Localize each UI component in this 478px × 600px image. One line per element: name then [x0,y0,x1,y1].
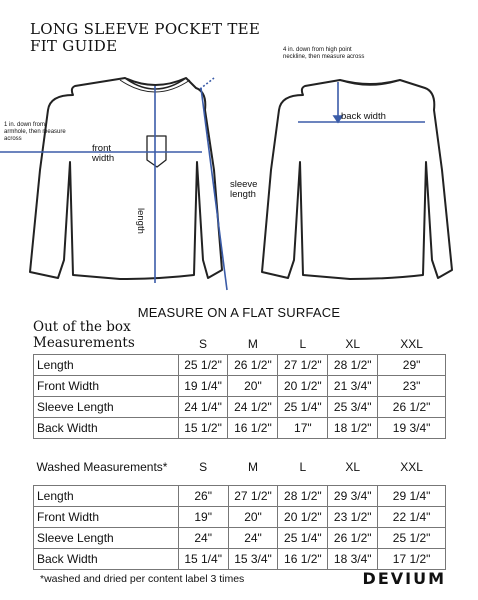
table-cell: 15 1/4" [178,549,228,570]
table-cell: 27 1/2" [278,355,328,376]
table-cell: 24 1/2" [228,397,278,418]
table-cell: 18 1/2" [328,418,378,439]
table-cell: 16 1/2" [278,549,328,570]
table2-title: Washed Measurements* [36,460,168,474]
table-cell: 25 1/2" [178,355,228,376]
table1-title-line1: Out of the box [33,319,131,335]
table1-header-row [34,334,446,355]
size-header: XL [345,460,361,474]
table-cell: 26 1/2" [228,355,278,376]
table-row [34,376,446,397]
title-line1: LONG SLEEVE POCKET TEE [30,20,261,38]
table-cell: 15 1/2" [178,418,228,439]
table-cell: 25 1/4" [278,528,328,549]
size-header: S [199,337,208,351]
armhole-note: 1 in. down from armhole, then measure across [4,122,66,142]
table-cell: 26" [178,486,228,507]
row-label: Back Width [34,418,179,439]
size-header: XXL [400,337,423,351]
size-header: L [299,337,307,351]
table-cell: 28 1/2" [328,355,378,376]
size-header: XL [345,337,361,351]
table-cell: 29 3/4" [328,486,378,507]
table-cell: 18 3/4" [328,549,378,570]
table-washed [33,457,446,570]
table-cell: 23 1/2" [328,507,378,528]
table-cell: 29" [378,355,446,376]
table-cell: 15 3/4" [228,549,278,570]
table-cell: 20" [228,507,278,528]
back-tee-outline [262,80,452,279]
table-cell: 26 1/2" [328,528,378,549]
neckline-note: 4 in. down from high point neckline, then measure across [283,47,365,60]
table-row [34,355,446,376]
table2-header-row [34,457,446,477]
size-header: L [299,460,307,474]
size-header: M [248,460,258,474]
row-label: Length [34,355,179,376]
table-row [34,486,446,507]
title-line2: FIT GUIDE [30,37,118,55]
row-label: Back Width [34,549,179,570]
table-cell: 21 3/4" [328,376,378,397]
table-cell: 19 1/4" [178,376,228,397]
table-cell: 24" [228,528,278,549]
table-out-of-box [33,334,446,439]
table-cell: 20 1/2" [278,507,328,528]
row-label: Sleeve Length [34,528,179,549]
table-cell: 25 1/2" [378,528,446,549]
table-cell: 28 1/2" [278,486,328,507]
front-measure-lines [0,78,227,290]
table-cell: 25 1/4" [278,397,328,418]
sleeve-length-label: sleeve length [230,179,258,200]
table-cell: 26 1/2" [378,397,446,418]
length-label: length [135,208,146,234]
table-cell: 25 3/4" [328,397,378,418]
row-label: Length [34,486,179,507]
front-tee-outline [30,78,222,279]
table-row [34,507,446,528]
spacer-row [34,477,446,486]
back-width-label: back width [341,111,386,122]
table-cell: 29 1/4" [378,486,446,507]
table-cell: 24 1/4" [178,397,228,418]
row-label: Front Width [34,507,179,528]
row-label: Sleeve Length [34,397,179,418]
table-cell: 17" [278,418,328,439]
size-header: M [247,337,258,351]
table1-title-line2: Measurements [33,335,135,351]
row-label: Front Width [34,376,179,397]
table-row [34,528,446,549]
size-header: XXL [400,460,423,474]
table-cell: 23" [378,376,446,397]
front-width-label: front width [92,143,115,164]
table-cell: 27 1/2" [228,486,278,507]
table-row [34,549,446,570]
table-cell: 20 1/2" [278,376,328,397]
flat-surface-heading: MEASURE ON A FLAT SURFACE [137,305,341,320]
table-cell: 22 1/4" [378,507,446,528]
table-cell: 19" [178,507,228,528]
footnote: *washed and dried per content label 3 times [40,573,245,585]
size-header: S [199,460,208,474]
table-cell: 17 1/2" [378,549,446,570]
table-cell: 19 3/4" [378,418,446,439]
table-row [34,397,446,418]
brand-logo: DEVIUM [362,569,446,588]
table-cell: 20" [228,376,278,397]
table-cell: 16 1/2" [228,418,278,439]
table-cell: 24" [178,528,228,549]
table-row [34,418,446,439]
